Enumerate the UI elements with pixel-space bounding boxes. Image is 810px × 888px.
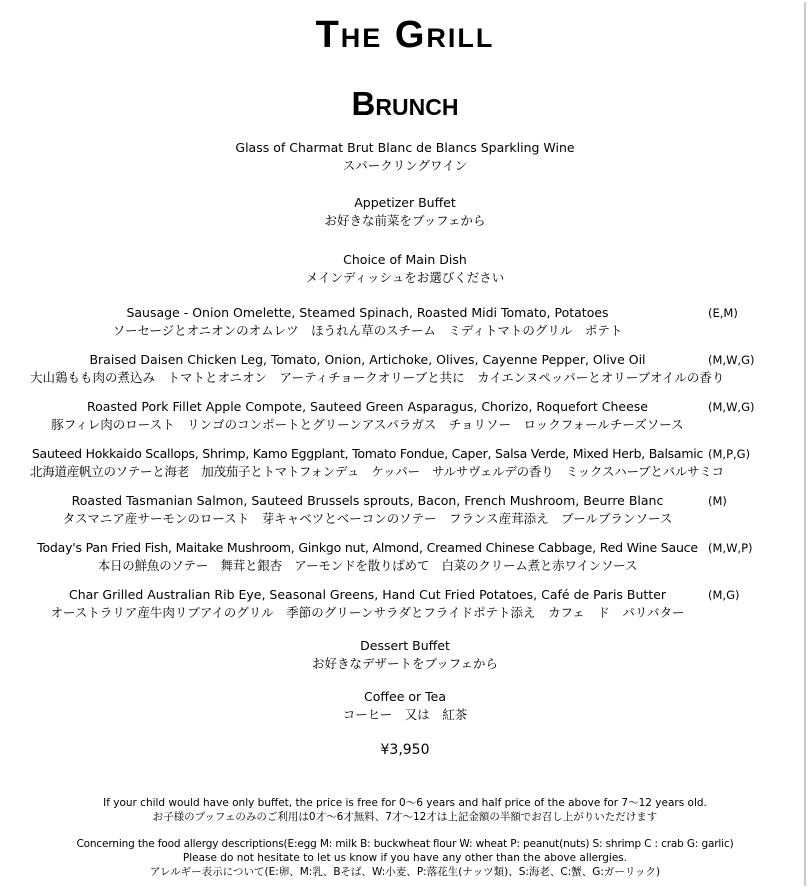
course-en: Choice of Main Dish: [343, 252, 467, 267]
dish-allergens: (M): [708, 494, 727, 508]
dish-ja: 北海道産帆立のソテーと海老 加茂茄子とトマトフォンデュ ケッパー サルサヴェルデの香り ミックスハーブとバルサミコ: [30, 464, 724, 479]
child-note-en: If your child would have only buffet, the price is free for 0～6 years and half price of the above for 7～12 years old.: [103, 797, 707, 809]
allergy-note-en-2: Please do not hesitate to let us know if you have any other than the above allergies.: [182, 852, 628, 864]
course-appetizer-buffet: [0, 194, 810, 230]
course-en: Coffee or Tea: [364, 689, 446, 704]
main-dish-item: [30, 586, 705, 622]
dish-en: Sauteed Hokkaido Scallops, Shrimp, Kamo Eggplant, Tomato Fondue, Caper, Salsa Verde, Mixed Herb, Balsamic: [31, 446, 704, 461]
restaurant-name: The Grill: [315, 14, 495, 56]
child-note-ja: お子様のブッフェのみのご利用は0才～6才無料、7才～12才は上記金額の半額でお召し上がりいただけます: [152, 811, 658, 823]
main-dish-item: [30, 351, 725, 387]
dish-en: Sausage - Onion Omelette, Steamed Spinach, Roasted Midi Tomato, Potatoes: [126, 305, 609, 320]
dish-allergens: (M,P,G): [708, 447, 751, 461]
main-dish-item: [30, 304, 705, 340]
course-en: Dessert Buffet: [360, 638, 450, 653]
main-dish-item: [30, 492, 705, 528]
course-sparkling-wine: [0, 139, 810, 175]
dish-allergens: (M,G): [708, 588, 740, 602]
menu-title: Brunch: [351, 85, 459, 122]
course-ja: スパークリングワイン: [342, 158, 468, 173]
dish-ja: ソーセージとオニオンのオムレツ ほうれん草のスチーム ミディトマトのグリル ポテト: [112, 323, 623, 338]
course-ja: お好きな前菜をブッフェから: [324, 213, 486, 228]
dish-ja: 大山鶏もも肉の煮込み トマトとオニオン アーティチョークオリーブと共に カイエンヌペッパーとオリーブオイルの香り: [30, 370, 725, 385]
main-dish-item: [30, 539, 705, 575]
dish-allergens: (M,W,P): [708, 541, 753, 555]
dish-ja: タスマニア産サーモンのロースト 芽キャベツとベーコンのソテー フランス産茸添え ブールブランソース: [62, 511, 673, 526]
menu-price: ¥3,950: [380, 742, 430, 758]
dish-allergens: (E,M): [708, 306, 738, 320]
dish-allergens: (M,W,G): [708, 400, 755, 414]
dish-en: Braised Daisen Chicken Leg, Tomato, Onion, Artichoke, Olives, Cayenne Pepper, Olive Oil: [89, 352, 646, 367]
dish-ja: 豚フィレ肉のロースト リンゴのコンポートとグリーンアスパラガス チョリソー ロックフォールチーズソース: [51, 417, 684, 432]
main-dish-item: [30, 445, 724, 481]
dish-allergens: (M,W,G): [708, 353, 755, 367]
dish-ja: 本日の鮮魚のソテー 舞茸と銀杏 アーモンドを散りばめて 白菜のクリーム煮と赤ワインソース: [97, 558, 638, 573]
course-ja: メインディッシュをお選びください: [305, 270, 505, 285]
course-en: Appetizer Buffet: [354, 195, 456, 210]
course-coffee-tea: [0, 688, 810, 724]
course-en: Glass of Charmat Brut Blanc de Blancs Sparkling Wine: [235, 140, 575, 155]
dish-en: Today's Pan Fried Fish, Maitake Mushroom, Ginkgo nut, Almond, Creamed Chinese Cabbage, Red Wine Sauce: [37, 540, 698, 555]
dish-ja: オーストラリア産牛肉リブアイのグリル 季節のグリーンサラダとフライドポテト添え カフェ ド パリバター: [50, 605, 685, 620]
course-dessert-buffet: [0, 637, 810, 673]
course-ja: コーヒー 又は 紅茶: [342, 707, 468, 722]
allergy-note-ja: アレルギー表示について(E:卵、M:乳、Bそば、W:小麦、P:落花生(ナッツ類)、S:海老、C:蟹、G:ガーリック): [149, 866, 661, 878]
dish-en: Roasted Tasmanian Salmon, Sauteed Brussels sprouts, Bacon, French Mushroom, Beurre Blanc: [71, 493, 664, 508]
course-main-choice: [0, 251, 810, 287]
course-ja: お好きなデザートをブッフェから: [311, 656, 498, 671]
main-dish-item: [30, 398, 705, 434]
allergy-note-en: Concerning the food allergy descriptions(E:egg M: milk B: buckwheat flour W: wheat P: peanut(nuts) S: shrimp C : crab G: garlic): [76, 838, 734, 850]
dish-en: Roasted Pork Fillet Apple Compote, Sauteed Green Asparagus, Chorizo, Roquefort Cheese: [86, 399, 649, 414]
dish-en: Char Grilled Australian Rib Eye, Seasonal Greens, Hand Cut Fried Potatoes, Café de Paris Butter: [68, 587, 667, 602]
